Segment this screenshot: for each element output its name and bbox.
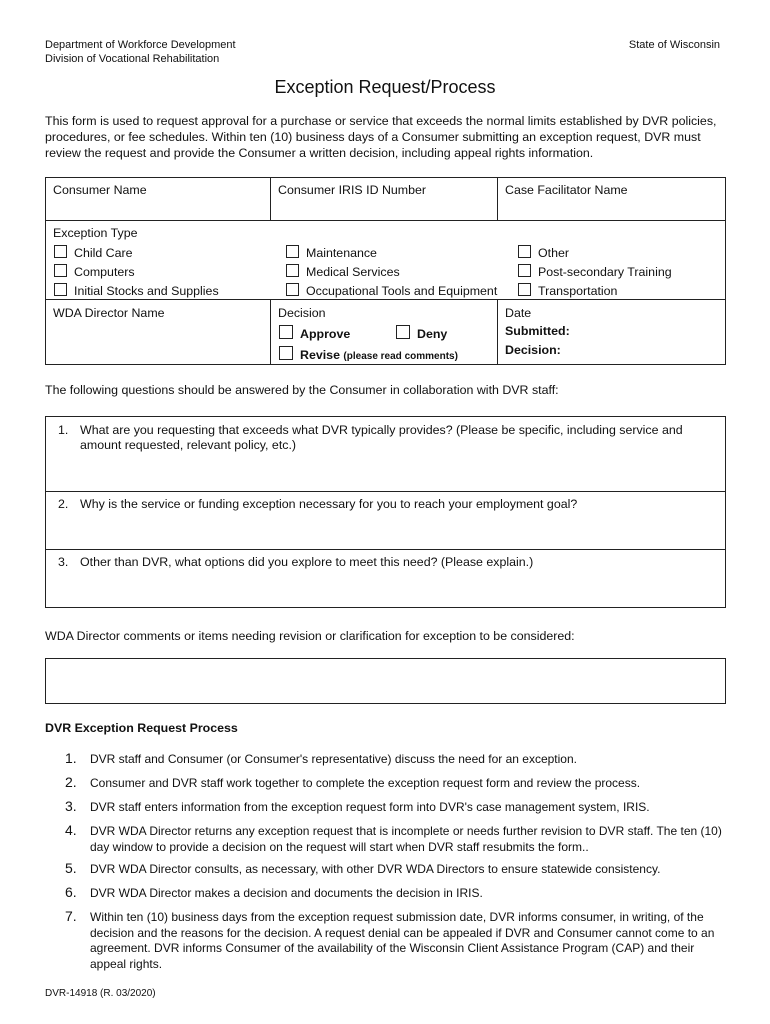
table-divider bbox=[45, 299, 726, 300]
iris-id-label: Consumer IRIS ID Number bbox=[278, 183, 427, 197]
date-label: Date bbox=[505, 306, 532, 320]
checkbox-icon bbox=[54, 245, 67, 258]
checkbox-approve[interactable]: Approve bbox=[279, 325, 350, 341]
division-name: Division of Vocational Rehabilitation bbox=[45, 53, 220, 65]
checkbox-icon bbox=[279, 346, 293, 360]
process-step: 4. DVR WDA Director returns any exception request that is incomplete or needs further revision to DVR staff. The ten (10) day window to provide a decision on the request will start when DVR staff resubmits the form.. bbox=[65, 822, 722, 854]
checkbox-icon bbox=[286, 264, 299, 277]
checkbox-icon bbox=[54, 264, 67, 277]
process-heading: DVR Exception Request Process bbox=[45, 721, 238, 735]
process-step: 2. Consumer and DVR staff work together to complete the exception request form and review the process. bbox=[65, 774, 641, 790]
table-divider bbox=[497, 299, 498, 365]
process-step: 1. DVR staff and Consumer (or Consumer's representative) discuss the need for an exception. bbox=[65, 750, 577, 766]
wda-comments-label: WDA Director comments or items needing revision or clarification for exception to be considered: bbox=[45, 629, 575, 643]
checkbox-post-secondary[interactable]: Post-secondary Training bbox=[518, 264, 672, 279]
decision-label: Decision bbox=[278, 306, 326, 320]
consumer-name-label: Consumer Name bbox=[53, 183, 147, 197]
question-2-text[interactable]: Why is the service or funding exception necessary for you to reach your employment goal? bbox=[80, 497, 578, 511]
wda-comments-field[interactable] bbox=[45, 658, 726, 704]
exception-type-label: Exception Type bbox=[53, 226, 138, 240]
checkbox-icon bbox=[286, 283, 299, 296]
question-3-number: 3. bbox=[58, 555, 69, 569]
question-2-number: 2. bbox=[58, 497, 69, 511]
question-3-text[interactable]: Other than DVR, what options did you explore to meet this need? (Please explain.) bbox=[80, 555, 534, 569]
question-1-text[interactable]: What are you requesting that exceeds what DVR typically provides? (Please be specific, including service and amount requested, relevant policy, etc.) bbox=[80, 423, 683, 452]
checkbox-maintenance[interactable]: Maintenance bbox=[286, 245, 377, 260]
checkbox-revise[interactable]: Revise (please read comments) bbox=[279, 346, 458, 362]
checkbox-icon bbox=[518, 283, 531, 296]
process-step: 5. DVR WDA Director consults, as necessary, with other DVR WDA Directors to ensure statewide consistency. bbox=[65, 860, 661, 876]
form-number: DVR-14918 (R. 03/2020) bbox=[45, 988, 156, 999]
process-step: 7. Within ten (10) business days from the exception request submission date, DVR informs consumer, in writing, of the decision and the reasons for the decision. A request denial can be appealed if DVR and Consumer cannot come to an agreement. DVR informs Consumer of the availability of the Wisconsin Client Assistance Program (CAP) and their appeal rights. bbox=[65, 908, 715, 971]
checkbox-occupational-tools[interactable]: Occupational Tools and Equipment bbox=[286, 283, 497, 298]
state-label: State of Wisconsin bbox=[628, 39, 720, 51]
checkbox-icon bbox=[518, 264, 531, 277]
table-divider bbox=[45, 220, 726, 221]
checkbox-icon bbox=[279, 325, 293, 339]
case-facilitator-label: Case Facilitator Name bbox=[505, 183, 628, 197]
checkbox-child-care[interactable]: Child Care bbox=[54, 245, 133, 260]
question-divider bbox=[45, 491, 726, 492]
table-divider bbox=[497, 177, 498, 220]
date-submitted-label: Submitted: bbox=[505, 324, 570, 338]
question-divider bbox=[45, 549, 726, 550]
intro-paragraph: This form is used to request approval for a purchase or service that exceeds the normal limits established by DVR policies, procedures, or fee schedules. Within ten (10) business days of a Consumer submitting an exception request, DVR must review the request and provide the Consumer a written decision, including appeal rights information. bbox=[45, 114, 717, 160]
department-name: Department of Workforce Development bbox=[45, 39, 236, 51]
process-step: 6. DVR WDA Director makes a decision and documents the decision in IRIS. bbox=[65, 884, 483, 900]
date-decision-label: Decision: bbox=[505, 343, 561, 357]
checkbox-deny[interactable]: Deny bbox=[396, 325, 447, 341]
checkbox-other[interactable]: Other bbox=[518, 245, 569, 260]
checkbox-icon bbox=[518, 245, 531, 258]
page-title: Exception Request/Process bbox=[274, 77, 496, 97]
checkbox-transportation[interactable]: Transportation bbox=[518, 283, 617, 298]
checkbox-computers[interactable]: Computers bbox=[54, 264, 135, 279]
checkbox-medical-services[interactable]: Medical Services bbox=[286, 264, 400, 279]
process-step: 3. DVR staff enters information from the exception request form into DVR's case management system, IRIS. bbox=[65, 798, 650, 814]
questions-intro: The following questions should be answered by the Consumer in collaboration with DVR staff: bbox=[45, 383, 559, 397]
checkbox-initial-stocks[interactable]: Initial Stocks and Supplies bbox=[54, 283, 219, 298]
table-divider bbox=[270, 299, 271, 365]
wda-director-name-label: WDA Director Name bbox=[53, 306, 165, 320]
checkbox-icon bbox=[396, 325, 410, 339]
table-divider bbox=[270, 177, 271, 220]
checkbox-icon bbox=[286, 245, 299, 258]
checkbox-icon bbox=[54, 283, 67, 296]
question-1-number: 1. bbox=[58, 423, 69, 437]
